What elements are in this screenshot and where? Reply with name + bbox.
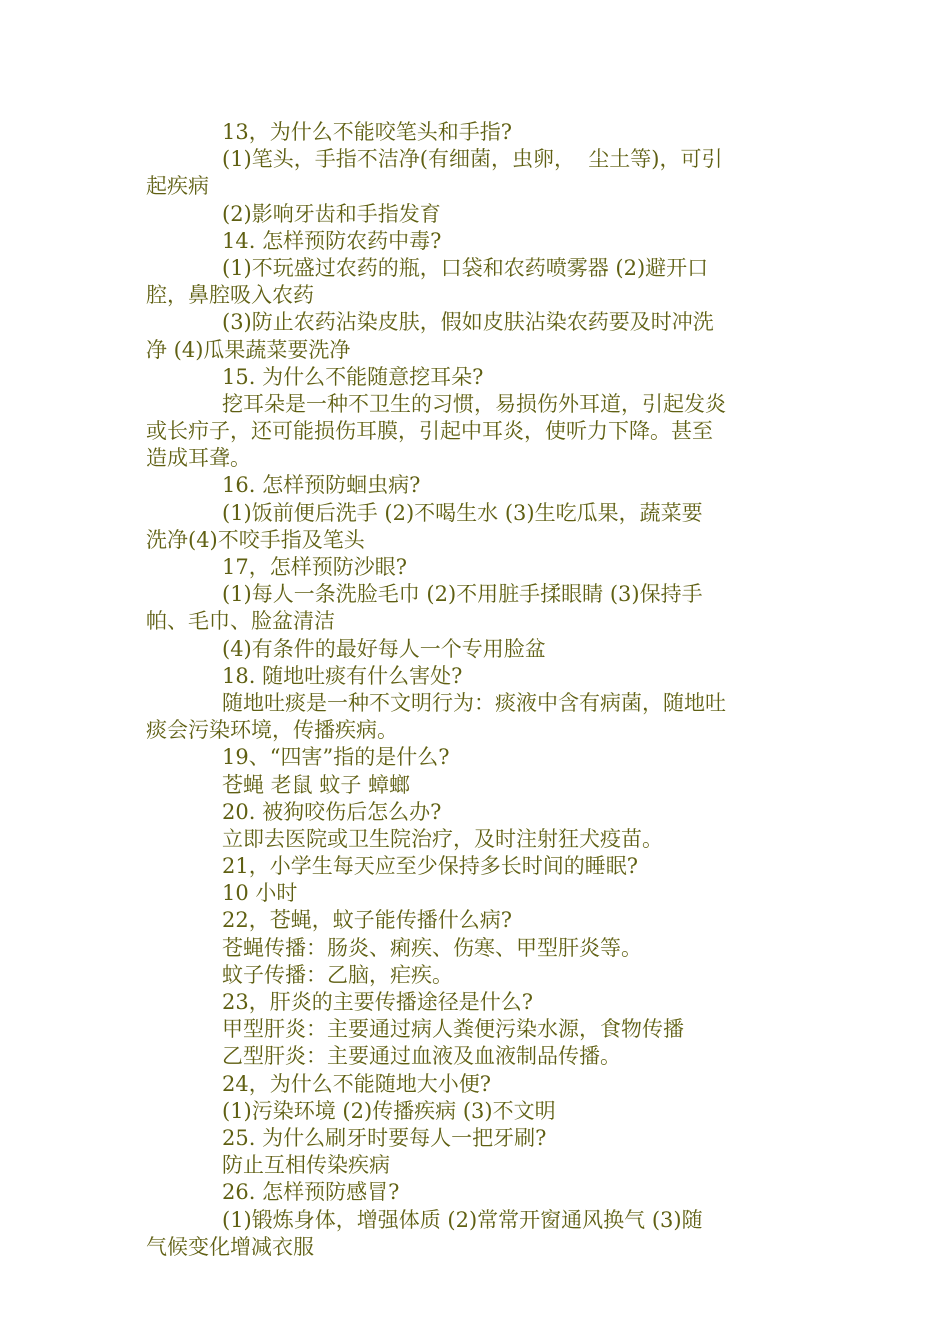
question-21: 21，小学生每天应至少保持多长时间的睡眠? [222, 854, 638, 879]
question-24: 24，为什么不能随地大小便? [222, 1071, 491, 1096]
question-22: 22，苍蝇，蚊子能传播什么病? [222, 908, 512, 933]
answer-line: 随地吐痰是一种不文明行为：痰液中含有病菌，随地吐 [222, 690, 726, 715]
question-13: 13，为什么不能咬笔头和手指? [222, 120, 512, 144]
question-17: 17，怎样预防沙眼? [222, 555, 407, 579]
question-16: 16. 怎样预防蛔虫病? [222, 473, 421, 498]
answer-line: 起疾病 [146, 174, 209, 199]
answer-line: 洗净(4)不咬手指及笔头 [146, 527, 365, 552]
answer-line: (2)影响牙齿和手指发育 [222, 201, 441, 226]
answer-line: 净 (4)瓜果蔬菜要洗净 [146, 337, 351, 362]
document-body [146, 119, 806, 1261]
answer-line: 甲型肝炎：主要通过病人粪便污染水源，食物传播 [222, 1017, 684, 1042]
question-18: 18. 随地吐痰有什么害处? [222, 663, 463, 688]
answer-line: 乙型肝炎：主要通过血液及血液制品传播。 [222, 1044, 621, 1069]
answer-line: 10 小时 [222, 881, 298, 906]
answer-line: (1)不玩盛过农药的瓶，口袋和农药喷雾器 (2)避开口 [222, 255, 709, 280]
answer-line: 造成耳聋。 [146, 446, 251, 471]
answer-line: (1)锻炼身体，增强体质 (2)常常开窗通风换气 (3)随 [222, 1207, 703, 1232]
answer-line: 挖耳朵是一种不卫生的习惯，易损伤外耳道，引起发炎 [222, 391, 726, 416]
answer-line: 帕、毛巾、脸盆清洁 [146, 609, 335, 634]
answer-line: 痰会污染环境，传播疾病。 [146, 718, 398, 743]
answer-line: 防止互相传染疾病 [222, 1153, 390, 1178]
answer-line: 苍蝇传播：肠炎、痢疾、伤寒、甲型肝炎等。 [222, 935, 642, 960]
question-23: 23，肝炎的主要传播途径是什么? [222, 990, 533, 1014]
answer-line: (1)每人一条洗脸毛巾 (2)不用脏手揉眼睛 (3)保持手 [222, 582, 703, 607]
question-15: 15. 为什么不能随意挖耳朵? [222, 364, 484, 389]
answer-line: 蚊子传播：乙脑，疟疾。 [222, 962, 453, 987]
question-26: 26. 怎样预防感冒? [222, 1180, 400, 1205]
question-20: 20. 被狗咬伤后怎么办? [222, 799, 442, 824]
answer-line: 腔，鼻腔吸入农药 [146, 283, 314, 308]
question-14: 14. 怎样预防农药中毒? [222, 228, 442, 253]
answer-line: (1)饭前便后洗手 (2)不喝生水 (3)生吃瓜果，蔬菜要 [222, 500, 703, 525]
question-19: 19、“四害”指的是什么? [222, 745, 450, 770]
question-25: 25. 为什么刷牙时要每人一把牙刷? [222, 1125, 547, 1150]
answer-line: (1)污染环境 (2)传播疾病 (3)不文明 [222, 1098, 556, 1123]
answer-line: 苍蝇 老鼠 蚊子 蟑螂 [222, 772, 411, 797]
answer-line: 气候变化增减衣服 [146, 1234, 314, 1259]
answer-line: (1)笔头，手指不洁净(有细菌，虫卵， 尘土等)，可引 [222, 147, 723, 172]
answer-line: (4)有条件的最好每人一个专用脸盆 [222, 636, 546, 661]
answer-line: (3)防止农药沾染皮肤，假如皮肤沾染农药要及时冲洗 [222, 310, 714, 335]
answer-line: 立即去医院或卫生院治疗，及时注射狂犬疫苗。 [222, 826, 663, 851]
answer-line: 或长疖子，还可能损伤耳膜，引起中耳炎，使听力下降。甚至 [146, 419, 713, 444]
